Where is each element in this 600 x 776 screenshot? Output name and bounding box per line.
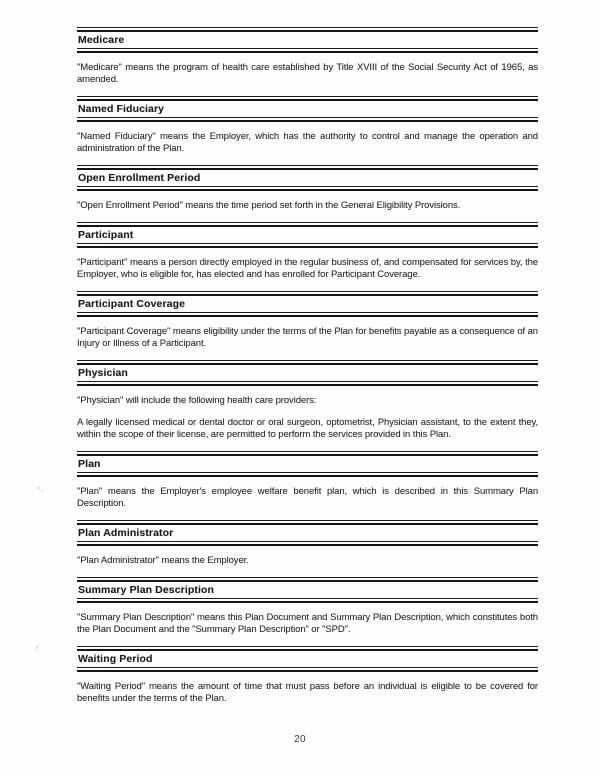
definition-paragraph: "Plan Administrator" means the Employer. <box>77 555 249 566</box>
definition-section <box>77 360 538 441</box>
definition-paragraph: A legally licensed medical or dental doctor or oral surgeon, optometrist, Physician assistant, to the extent they, within the scope of their license, are permitted to perform the services provided in this Plan. <box>77 417 538 440</box>
heading-rule-bottom <box>77 667 538 672</box>
section-paragraphs <box>77 326 538 350</box>
heading-rule-top <box>77 27 538 32</box>
scan-speck <box>41 490 43 492</box>
definition-section <box>77 577 538 636</box>
definition-paragraph: "Physician" will include the following health care providers: <box>77 395 317 406</box>
section-paragraphs <box>77 395 538 441</box>
section-heading: Participant <box>78 229 134 241</box>
definition-paragraph: "Medicare" means the program of health care established by Title XVIII of the Social Security Act of 1965, as amended. <box>77 62 538 85</box>
heading-rule-bottom <box>77 312 538 317</box>
heading-rule-bottom <box>77 186 538 191</box>
section-heading: Named Fiduciary <box>78 103 165 115</box>
document-content <box>77 27 538 715</box>
heading-rule-bottom <box>77 381 538 386</box>
definition-paragraph: "Plan" means the Employer's employee welfare benefit plan, which is described in this Summary Plan Description. <box>77 486 538 509</box>
section-heading: Plan <box>78 458 101 470</box>
definition-section <box>77 222 538 281</box>
scan-speck <box>37 487 40 489</box>
section-heading: Plan Administrator <box>78 527 174 539</box>
heading-rule-top <box>77 646 538 651</box>
section-paragraphs <box>77 681 538 705</box>
section-paragraphs <box>77 131 538 155</box>
definition-section <box>77 520 538 567</box>
definition-section <box>77 451 538 510</box>
section-paragraphs <box>77 257 538 281</box>
definition-section <box>77 27 538 86</box>
heading-rule-top <box>77 165 538 170</box>
definition-paragraph: "Participant Coverage" means eligibility under the terms of the Plan for benefits payable as a consequence of an Injury or Illness of a Participant. <box>77 326 538 349</box>
section-heading: Physician <box>78 367 128 379</box>
section-heading: Participant Coverage <box>78 298 186 310</box>
section-paragraphs <box>77 200 538 212</box>
heading-rule-bottom <box>77 117 538 122</box>
heading-rule-top <box>77 520 538 525</box>
heading-rule-top <box>77 451 538 456</box>
definition-paragraph: "Waiting Period" means the amount of time that must pass before an individual is eligible to be covered for benefits under the terms of the Plan. <box>77 681 538 704</box>
heading-rule-bottom <box>77 48 538 53</box>
definition-paragraph: "Summary Plan Description" means this Plan Document and Summary Plan Description, which constitutes both the Plan Document and the "Summary Plan Description" or "SPD". <box>77 612 538 635</box>
heading-rule-top <box>77 291 538 296</box>
definition-paragraph: "Open Enrollment Period" means the time period set forth in the General Eligibility Provisions. <box>77 200 461 211</box>
heading-rule-bottom <box>77 472 538 477</box>
definition-section <box>77 165 538 212</box>
heading-rule-top <box>77 222 538 227</box>
heading-rule-top <box>77 96 538 101</box>
section-paragraphs <box>77 486 538 510</box>
heading-rule-bottom <box>77 243 538 248</box>
heading-rule-bottom <box>77 541 538 546</box>
section-heading: Open Enrollment Period <box>78 172 201 184</box>
definition-section <box>77 291 538 350</box>
section-heading: Waiting Period <box>78 653 153 665</box>
section-heading: Medicare <box>78 34 125 46</box>
definition-section <box>77 646 538 705</box>
section-heading: Summary Plan Description <box>78 584 215 596</box>
definition-section <box>77 96 538 155</box>
heading-rule-top <box>77 360 538 365</box>
section-paragraphs <box>77 612 538 636</box>
definition-paragraph: "Named Fiduciary" means the Employer, which has the authority to control and manage the operation and administration of the Plan. <box>77 131 538 154</box>
heading-rule-top <box>77 577 538 582</box>
heading-rule-bottom <box>77 598 538 603</box>
section-paragraphs <box>77 555 538 567</box>
scan-speck <box>36 646 38 649</box>
page-number: 20 <box>294 734 306 745</box>
definition-paragraph: "Participant" means a person directly employed in the regular business of, and compensated for services by, the Employer, who is eligible for, has elected and has enrolled for Participant Coverage. <box>77 257 538 280</box>
section-paragraphs <box>77 62 538 86</box>
